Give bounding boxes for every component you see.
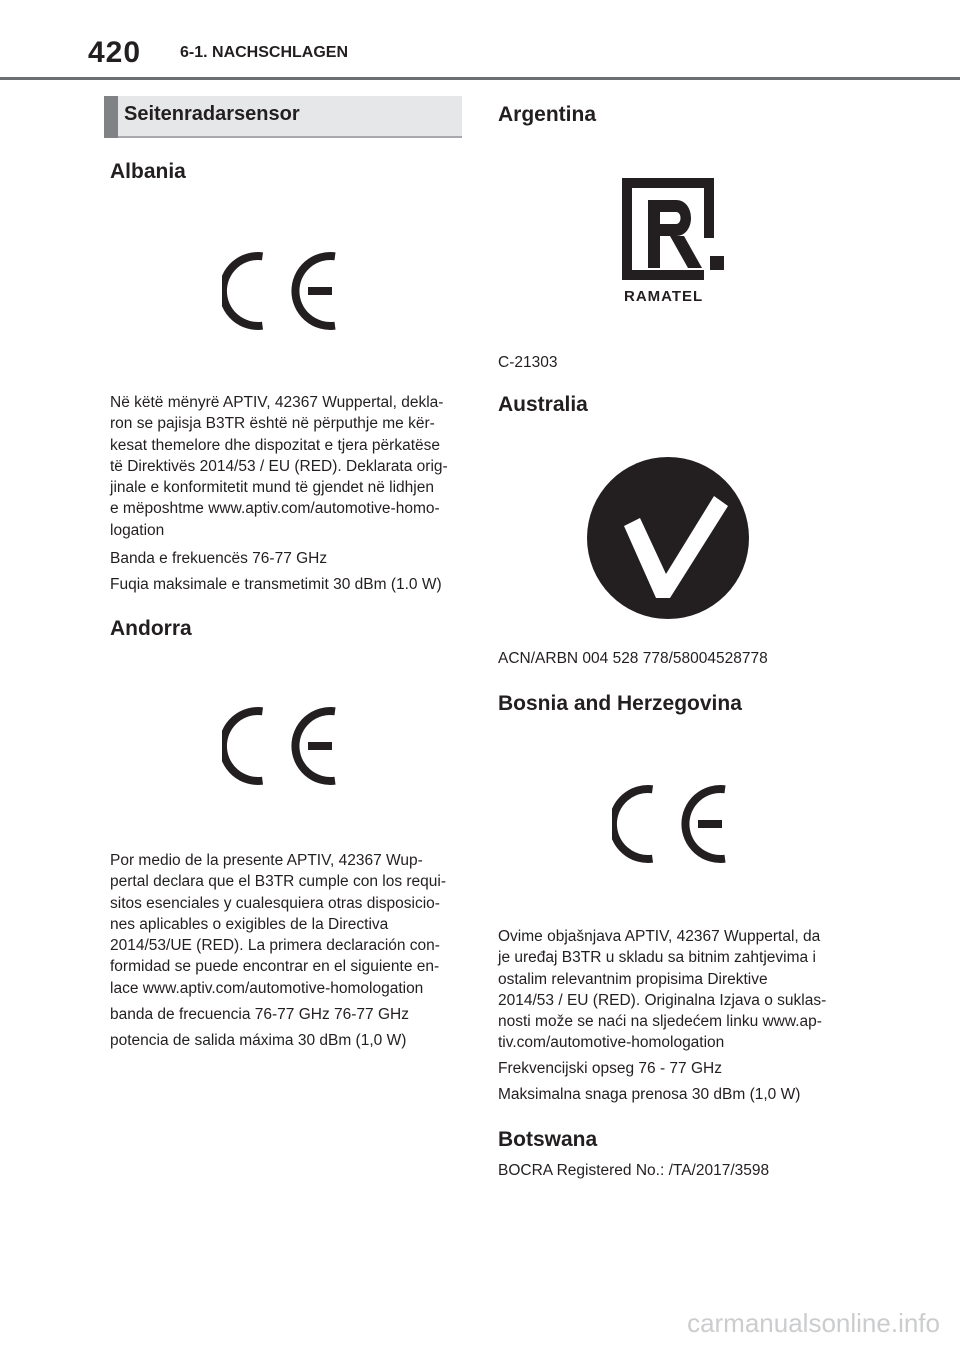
text-line: të Direktivës 2014/53 / EU (RED). Deklarata orig-: [110, 457, 448, 475]
text-line: tiv.com/automotive-homologation: [498, 1034, 725, 1052]
text-line: ron se pajisja B3TR është në përputhje me kër-: [110, 415, 435, 433]
text-line: nes aplicables o exigibles de la Directiva: [110, 915, 389, 933]
text-line: 2014/53/UE (RED). La primera declaración con-: [110, 937, 440, 955]
heading-andorra: Andorra: [110, 617, 192, 640]
ce-mark-icon: [612, 781, 732, 867]
albania-power: Fuqia maksimale e transmetimit 30 dBm (1.0 W): [110, 576, 442, 593]
andorra-frequency: banda de frecuencia 76-77 GHz 76-77 GHz: [110, 1006, 409, 1023]
heading-botswana: Botswana: [498, 1128, 598, 1151]
botswana-registration: BOCRA Registered No.: /TA/2017/3598: [498, 1162, 770, 1179]
text-line: e mëposhtme www.aptiv.com/automotive-homo-: [110, 500, 440, 518]
albania-frequency: Banda e frekuencës 76-77 GHz: [110, 550, 328, 567]
heading-bosnia: Bosnia and Herzegovina: [498, 692, 742, 715]
page-number: 420: [88, 36, 142, 69]
australia-number: ACN/ARBN 004 528 778/58004528778: [498, 650, 768, 667]
rcm-check-icon: [586, 456, 750, 620]
andorra-declaration: [110, 850, 470, 999]
bosnia-frequency: Frekvencijski opseg 76 - 77 GHz: [498, 1060, 722, 1077]
text-line: Por medio de la presente APTIV, 42367 Wup-: [110, 852, 423, 869]
ce-mark-icon: [222, 248, 342, 334]
ramatel-r-icon: [622, 178, 726, 282]
ce-mark-icon: [222, 703, 342, 789]
heading-albania: Albania: [110, 160, 186, 183]
albania-declaration: [110, 392, 470, 541]
text-line: Ovime objašnjava APTIV, 42367 Wuppertal, da: [498, 928, 821, 945]
chapter-title: 6-1. NACHSCHLAGEN: [180, 44, 349, 61]
section-title: Seitenradarsensor: [124, 103, 300, 125]
text-line: Në këtë mënyrë APTIV, 42367 Wuppertal, dekla-: [110, 394, 444, 411]
text-line: formidad se puede encontrar en el siguiente en-: [110, 958, 440, 976]
section-title-bar: [104, 96, 118, 138]
bosnia-declaration: [498, 926, 858, 1054]
text-line: lace www.aptiv.com/automotive-homologation: [110, 979, 424, 997]
bosnia-power: Maksimalna snaga prenosa 30 dBm (1,0 W): [498, 1086, 801, 1103]
andorra-power: potencia de salida máxima 30 dBm (1,0 W): [110, 1032, 407, 1049]
ramatel-logo: [622, 178, 726, 308]
header-rule: [0, 77, 960, 80]
text-line: jinale e konformitetit mund të gjendet në lidhjen: [110, 479, 434, 497]
text-line: logation: [110, 521, 165, 539]
section-title-box: [104, 96, 462, 138]
text-line: sitos esenciales y cualesquiera otras disposicio-: [110, 894, 440, 912]
ramatel-logo-text: RAMATEL: [624, 288, 704, 305]
text-line: 2014/53 / EU (RED). Originalna Izjava o suklas-: [498, 991, 827, 1009]
watermark: carmanualsonline.info: [687, 1308, 940, 1338]
text-line: ostalim relevantnim propisima Direktive: [498, 970, 768, 988]
text-line: je uređaj B3TR u skladu sa bitnim zahtjevima i: [498, 949, 816, 967]
text-line: nosti može se naći na sljedećem linku www.ap-: [498, 1013, 822, 1031]
argentina-code: C-21303: [498, 354, 558, 371]
heading-argentina: Argentina: [498, 103, 597, 126]
heading-australia: Australia: [498, 393, 588, 416]
text-line: pertal declara que el B3TR cumple con los requi-: [110, 873, 447, 891]
text-line: kesat themelore dhe dispozitat e tjera përkatëse: [110, 436, 440, 454]
